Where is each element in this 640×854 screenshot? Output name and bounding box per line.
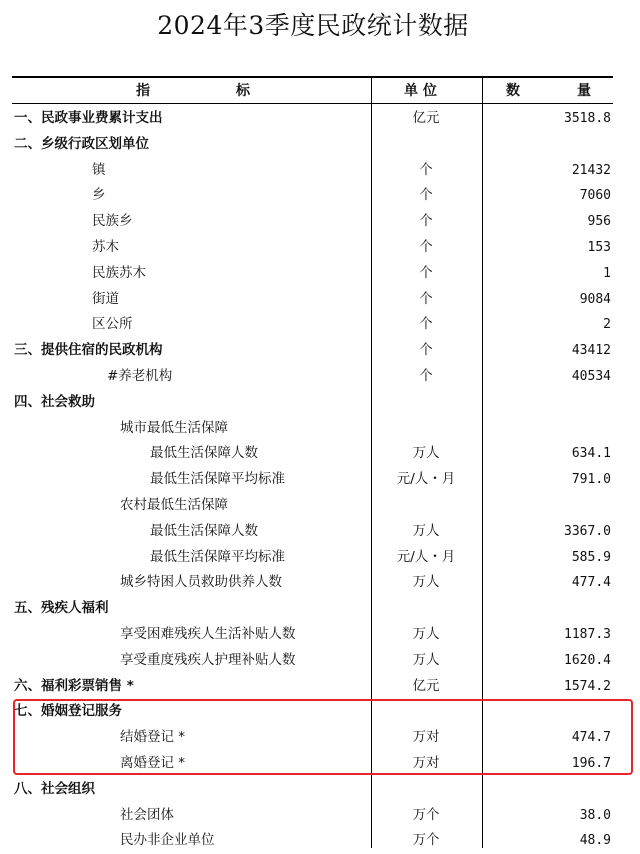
row-value: 474.7 — [571, 730, 611, 746]
row-value: 40534 — [571, 368, 611, 384]
row-name: 二、乡级行政区划单位 — [14, 135, 149, 152]
row-name: 三、提供住宿的民政机构 — [14, 342, 163, 359]
table-row — [12, 803, 613, 829]
row-unit: 万对 — [412, 729, 440, 746]
row-name: 街道 — [92, 290, 119, 307]
row-value: 956 — [587, 214, 611, 230]
page-title: 2024年3季度民政统计数据 — [157, 11, 469, 40]
row-name: 八、社会组织 — [14, 780, 95, 797]
row-name: 最低生活保障人数 — [150, 445, 258, 462]
table-row — [12, 648, 613, 674]
row-name: 区公所 — [92, 316, 133, 333]
table-row — [12, 261, 613, 287]
table-row — [12, 674, 613, 700]
header-quantity-right: 量 — [577, 83, 591, 99]
table-row — [12, 390, 613, 416]
highlight-box-marriage-registration — [13, 699, 633, 775]
table-row — [12, 441, 613, 467]
row-name: 最低生活保障人数 — [150, 522, 258, 539]
row-name: 四、社会救助 — [14, 393, 95, 410]
row-unit: 万人 — [412, 522, 440, 539]
row-name: 农村最低生活保障 — [120, 496, 228, 513]
row-value: 9084 — [579, 291, 611, 307]
row-unit: 万人 — [412, 574, 440, 591]
row-name: 苏木 — [92, 238, 119, 255]
row-unit: 个 — [419, 187, 433, 204]
table-row — [12, 545, 613, 571]
row-value: 1187.3 — [564, 626, 611, 642]
table-row — [12, 158, 613, 184]
header-indicator-right: 标 — [236, 83, 250, 99]
row-value: 3518.8 — [564, 111, 611, 126]
row-name: #养老机构 — [107, 367, 173, 384]
row-value: 21432 — [571, 162, 611, 178]
row-unit: 个 — [419, 342, 433, 359]
row-value: 634.1 — [571, 446, 611, 462]
row-value: 791.0 — [571, 472, 611, 488]
row-value: 1620.4 — [564, 652, 611, 668]
table-row — [12, 312, 613, 338]
row-unit: 万人 — [412, 651, 440, 668]
row-value: 1574.2 — [564, 678, 611, 694]
row-unit: 万人 — [412, 445, 440, 462]
row-name: 结婚登记 * — [120, 729, 186, 746]
table-row — [12, 622, 613, 648]
row-unit: 个 — [419, 316, 433, 333]
row-name: 最低生活保障平均标准 — [150, 471, 285, 488]
row-unit: 万对 — [412, 754, 440, 771]
row-name: 乡 — [92, 187, 106, 204]
table-row — [12, 287, 613, 313]
row-name: 城乡特困人员救助供养人数 — [120, 574, 282, 591]
row-unit: 个 — [419, 213, 433, 230]
table-row — [12, 364, 613, 390]
row-name: 享受重度残疾人护理补贴人数 — [120, 651, 296, 668]
row-value: 2 — [603, 317, 611, 333]
row-name: 镇 — [92, 161, 106, 178]
header-rule — [12, 103, 613, 104]
row-name: 离婚登记 * — [120, 754, 186, 771]
table-row — [12, 467, 613, 493]
row-name: 享受困难残疾人生活补贴人数 — [120, 625, 296, 642]
row-name: 六、福利彩票销售 * — [14, 677, 134, 694]
table-row — [12, 183, 613, 209]
table-row — [12, 519, 613, 545]
row-name: 社会团体 — [120, 806, 174, 823]
row-unit: 个 — [419, 290, 433, 307]
row-unit: 个 — [419, 264, 433, 281]
table-row — [12, 235, 613, 261]
row-value: 1 — [603, 265, 611, 281]
row-value: 48.9 — [579, 833, 611, 849]
row-value: 7060 — [579, 188, 611, 204]
table-row — [12, 493, 613, 519]
row-unit: 元/人・月 — [396, 471, 456, 488]
row-value: 43412 — [571, 343, 611, 359]
row-name: 民办非企业单位 — [120, 832, 215, 849]
row-value: 477.4 — [571, 575, 611, 591]
table-row — [12, 209, 613, 235]
row-name: 民族乡 — [92, 213, 133, 230]
row-name: 一、民政事业费累计支出 — [14, 110, 163, 126]
header-indicator-left: 指 — [136, 83, 150, 99]
row-unit: 亿元 — [412, 677, 440, 694]
row-value: 153 — [587, 239, 611, 255]
row-value: 38.0 — [579, 807, 611, 823]
row-name: 最低生活保障平均标准 — [150, 548, 285, 565]
table-row — [12, 132, 613, 158]
row-value: 3367.0 — [564, 523, 611, 539]
row-value: 585.9 — [571, 549, 611, 565]
row-unit: 个 — [419, 161, 433, 178]
header-quantity-left: 数 — [506, 83, 520, 99]
row-value: 196.7 — [571, 755, 611, 771]
table-row — [12, 828, 613, 854]
table-row — [12, 777, 613, 803]
row-unit: 万个 — [412, 806, 440, 823]
table-row — [12, 596, 613, 622]
row-name: 五、残疾人福利 — [14, 600, 109, 617]
row-name: 城市最低生活保障 — [120, 419, 228, 436]
row-unit: 亿元 — [412, 110, 440, 126]
row-unit: 个 — [419, 238, 433, 255]
table-top-rule — [12, 76, 613, 78]
row-unit: 个 — [419, 367, 433, 384]
table-row — [12, 416, 613, 442]
row-name: 七、婚姻登记服务 — [14, 703, 122, 720]
row-unit: 万人 — [412, 625, 440, 642]
table-row — [12, 570, 613, 596]
row-unit: 万个 — [412, 832, 440, 849]
table-row — [12, 106, 613, 132]
header-unit: 单 位 — [404, 83, 437, 99]
row-name: 民族苏木 — [92, 264, 146, 281]
row-unit: 元/人・月 — [396, 548, 456, 565]
table-row — [12, 338, 613, 364]
